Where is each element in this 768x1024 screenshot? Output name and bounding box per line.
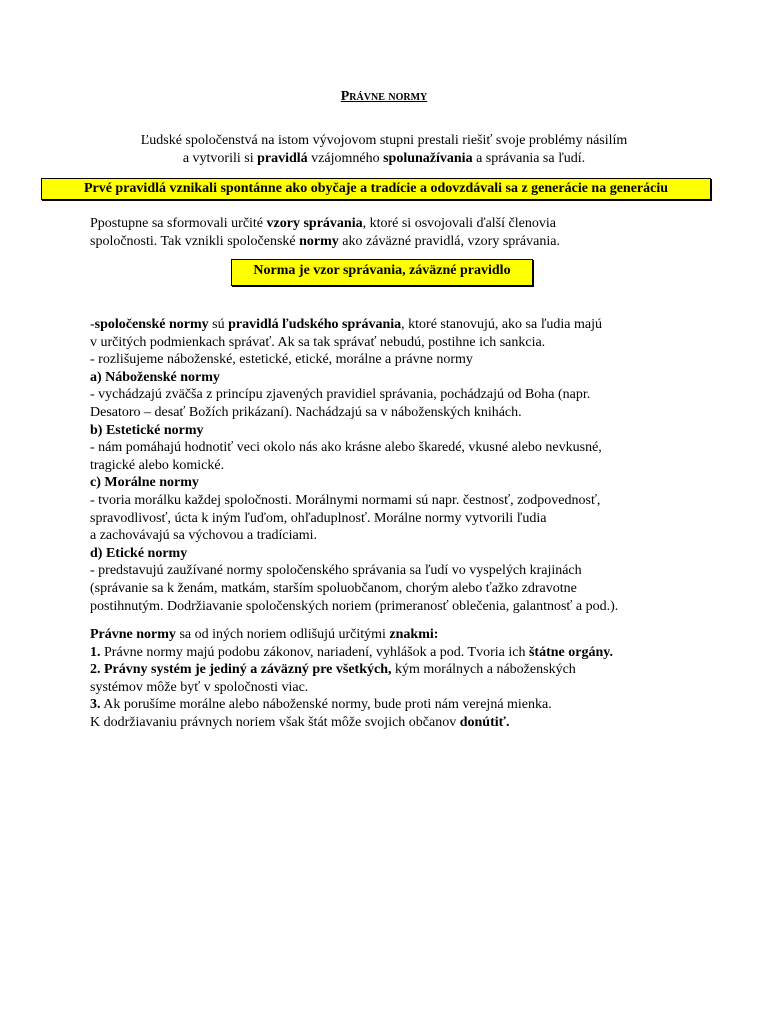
aesthetic-norms-text-2: tragické alebo komické. (90, 457, 225, 473)
legal-point-2-cont: systémov môže byť v spoločnosti viac. (90, 679, 309, 695)
highlight-box-origins: Prvé pravidlá vznikali spontánne ako obyčaje a tradície a odovzdávali sa z generácie na generáciu (41, 178, 711, 200)
moral-norms-text-3: a zachovávajú sa výchovou a tradíciami. (90, 528, 318, 544)
legal-point-3: 3. Ak porušíme morálne alebo náboženské normy, bude proti nám verejná mienka. (90, 697, 552, 713)
moral-norms-text-1: - tvoria morálku každej spoločnosti. Morálnymi normami sú napr. čestnosť, zodpovednosť, (90, 492, 601, 508)
religious-norms-heading: a) Náboženské normy (90, 369, 220, 385)
aesthetic-norms-heading: b) Estetické normy (90, 422, 204, 438)
intro-paragraph (0, 132, 768, 167)
page-title: Právne normy (340, 89, 428, 104)
ethical-norms-text-2: (správanie sa k ženám, matkám, starším spoluobčanom, chorým alebo ťažko zdravotne (90, 580, 577, 596)
legal-enforcement-line: K dodržiavaniu právnych noriem však štát môže svojich občanov donútiť. (90, 714, 510, 730)
legal-point-1: 1. Právne normy majú podobu zákonov, nariadení, vyhlášok a pod. Tvoria ich štátne orgány. (90, 644, 613, 660)
moral-norms-text-2: spravodlivosť, úcta k iným ľuďom, ohľaduplnosť. Morálne normy vytvorili ľudia (90, 510, 547, 526)
highlight-box-definition: Norma je vzor správania, záväzné pravidlo (231, 259, 533, 286)
social-norms-line: -spoločenské normy sú pravidlá ľudského správania, ktoré stanovujú, ako sa ľudia majú (90, 317, 603, 332)
ethical-norms-heading: d) Etické normy (90, 545, 188, 561)
sanction-line: v určitých podmienkach správať. Ak sa tak správať nebudú, postihne ich sankcia. (90, 334, 546, 350)
norms-line-2: spoločnosti. Tak vznikli spoločenské normy ako záväzné pravidlá, vzory správania. (90, 233, 560, 249)
ethical-norms-text-3: postihnutým. Dodržiavanie spoločenských noriem (primeranosť oblečenia, galantnosť a pod.). (90, 598, 619, 614)
types-list-line: - rozlišujeme náboženské, estetické, etické, morálne a právne normy (90, 352, 473, 368)
ethical-norms-text-1: - predstavujú zaužívané normy spoločenského správania sa ľudí vo vyspelých krajinách (90, 563, 582, 579)
intro-line-2: a vytvorili si pravidlá vzájomného spolunažívania a správania sa ľudí. (182, 150, 586, 166)
legal-norms-intro: Právne normy sa od iných noriem odlišujú určitými znakmi: (90, 627, 439, 642)
legal-norms-section (90, 626, 690, 732)
norm-types-section (90, 316, 690, 615)
legal-point-2: 2. Právny systém je jediný a záväzný pre všetkých, kým morálnych a náboženských (90, 662, 576, 678)
norms-line-1: Ppostupne sa sformovali určité vzory správania, ktoré si osvojovali ďalší členovia (90, 216, 556, 231)
religious-norms-text-2: Desatoro – desať Božích prikázaní). Nachádzajú sa v náboženských knihách. (90, 404, 522, 420)
religious-norms-text-1: - vychádzajú zväčša z princípu zjavených pravidiel správania, pochádzajú od Boha (napr. (90, 387, 591, 403)
intro-line-1: Ľudské spoločenstvá na istom vývojovom stupni prestali riešiť svoje problémy násilím (140, 133, 628, 148)
norms-paragraph (90, 215, 650, 250)
moral-norms-heading: c) Morálne normy (90, 475, 199, 491)
aesthetic-norms-text-1: - nám pomáhajú hodnotiť veci okolo nás ako krásne alebo škaredé, vkusné alebo nevkusné, (90, 440, 602, 456)
